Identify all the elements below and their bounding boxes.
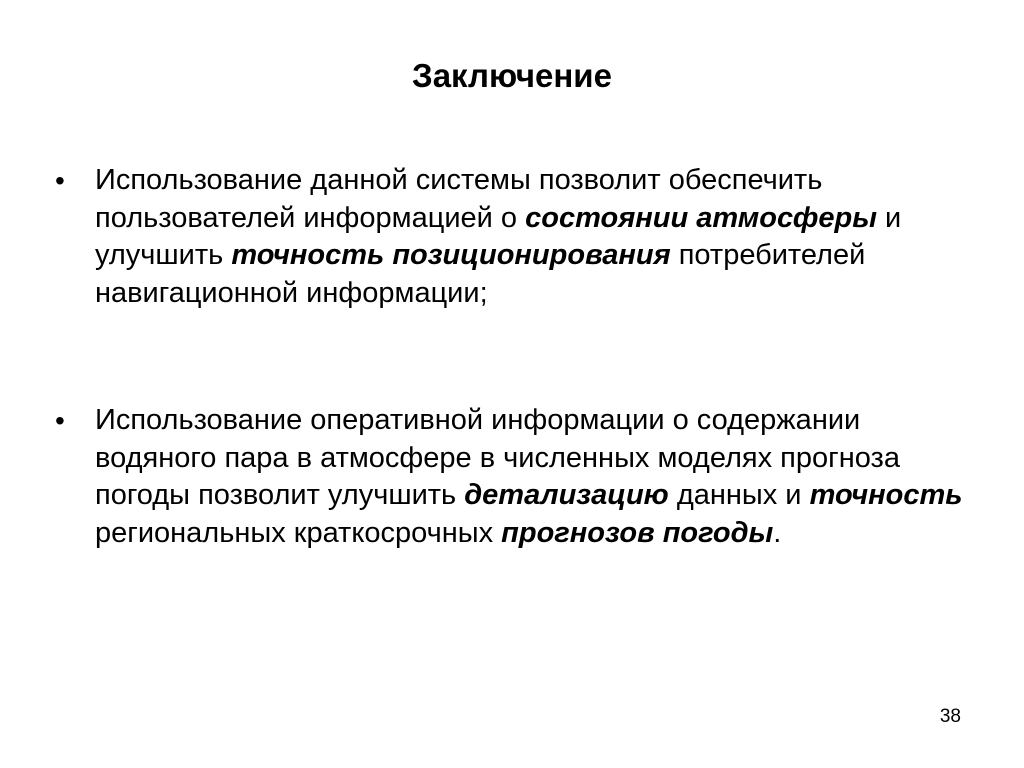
text-segment: . <box>773 516 782 549</box>
emphasized-text: точность <box>809 479 963 511</box>
bullet-marker: • <box>55 165 65 196</box>
emphasized-text: детализацию <box>464 479 669 511</box>
bullet-text <box>95 402 965 552</box>
text-segment: данных и <box>668 479 810 511</box>
bullet-text <box>95 162 965 312</box>
emphasized-text: точность позиционирования <box>231 239 671 271</box>
slide-title: Заключение <box>412 57 612 94</box>
emphasized-text: прогнозов погоды <box>501 516 774 549</box>
bullet-marker: • <box>55 405 65 436</box>
text-segment: и улучшить <box>95 201 902 271</box>
text-segment: потребителей навигационной информации; <box>95 239 866 309</box>
text-segment: Использование оперативной информации о содержании водяного пара в атмосфере в численных моделях прогноза погоды позволит улучшить <box>95 404 900 511</box>
text-segment: региональных краткосрочных <box>95 516 502 549</box>
page-number: 38 <box>939 706 961 727</box>
text-segment: Использование данной системы позволит обеспечить пользователей информацией о <box>95 164 823 234</box>
emphasized-text: состоянии атмосферы <box>525 201 877 234</box>
